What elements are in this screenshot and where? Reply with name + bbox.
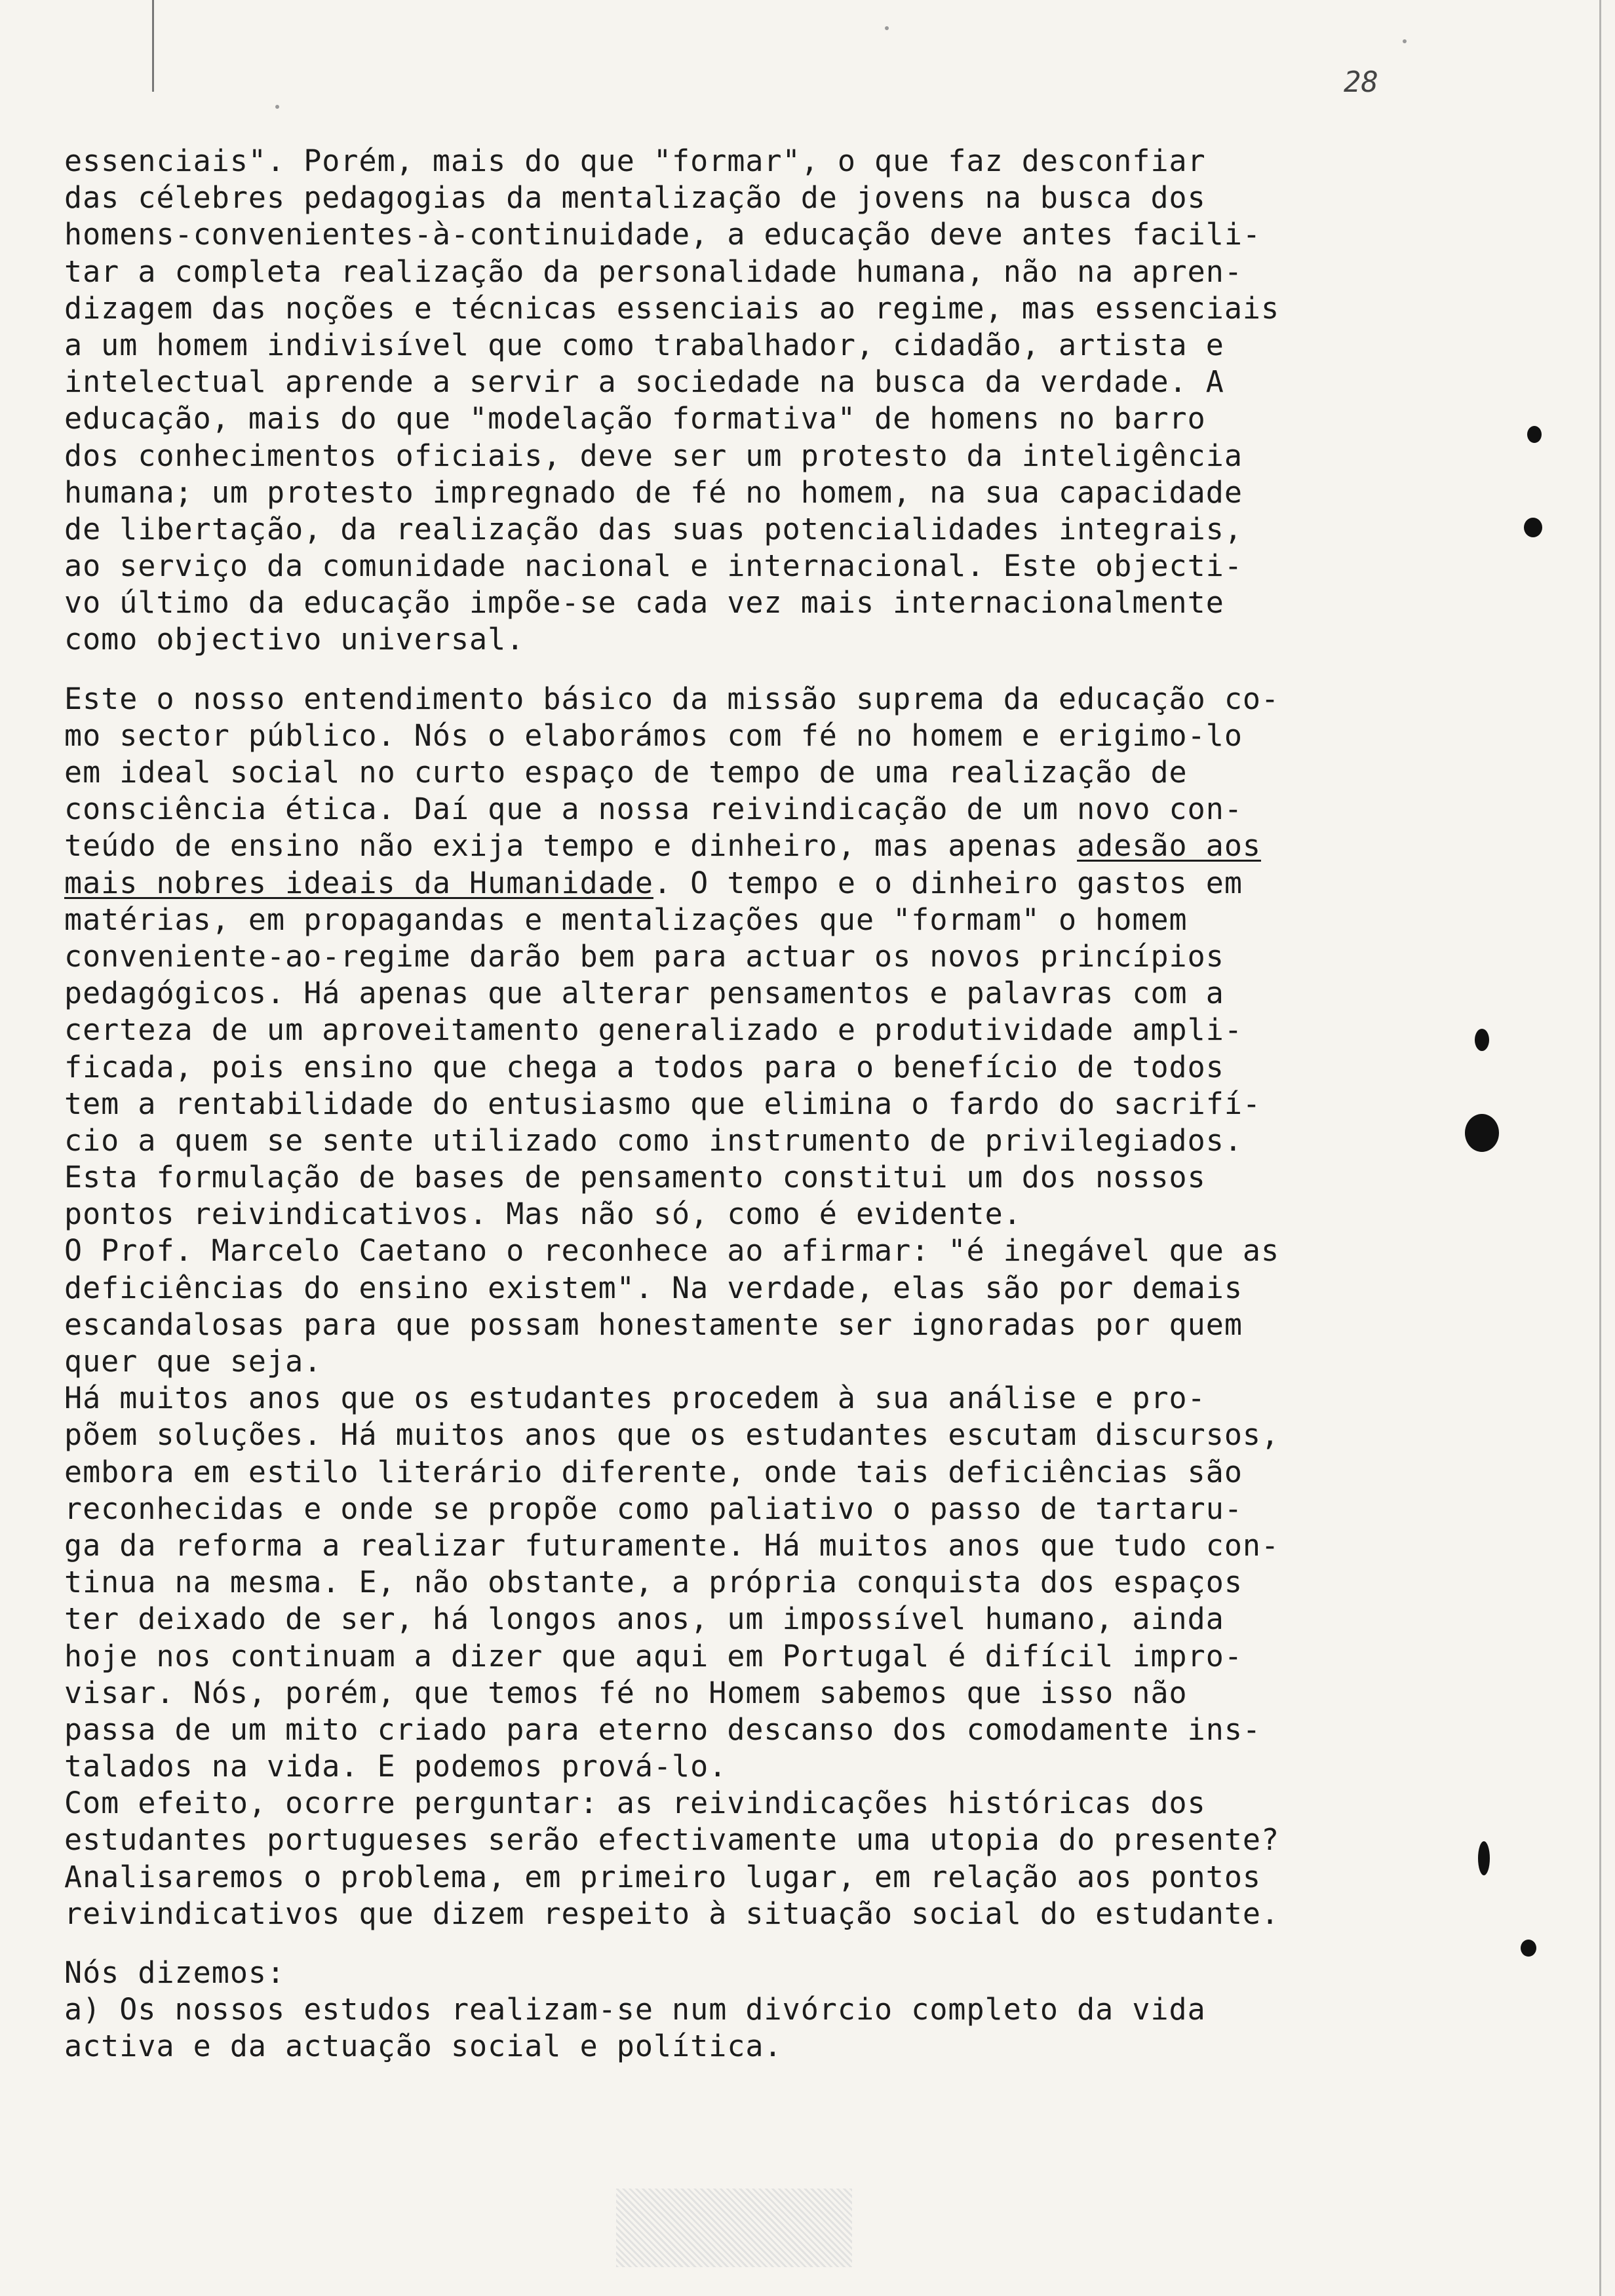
margin-dot (1527, 426, 1542, 443)
text-line: Este o nosso entendimento básico da missão suprema da educação co- (64, 681, 1280, 716)
text-line: ao serviço da comunidade nacional e internacional. Este objecti- (64, 548, 1243, 584)
text-line: visar. Nós, porém, que temos fé no Homem sabemos que isso não (64, 1675, 1188, 1710)
text-line: Nós dizemos: (64, 1955, 286, 1990)
text-line: reconhecidas e onde se propõe como paliativo o passo de tartaru- (64, 1491, 1243, 1526)
margin-dot (1475, 1029, 1489, 1051)
text-line: ga da reforma a realizar futuramente. Há muitos anos que tudo con- (64, 1527, 1280, 1563)
text-segment: teúdo de ensino não exija tempo e dinheiro, mas apenas (64, 828, 1078, 864)
text-line: reivindicativos que dizem respeito à situação social do estudante. (64, 1896, 1280, 1931)
text-line: homens-convenientes-à-continuidade, a educação deve antes facili- (64, 217, 1261, 252)
text-line: pontos reivindicativos. Mas não só, como é evidente. (64, 1196, 1022, 1232)
text-line: deficiências do ensino existem". Na verdade, elas são por demais (64, 1270, 1243, 1305)
text-line: a um homem indivisível que como trabalhador, cidadão, artista e (64, 327, 1224, 362)
speck (275, 105, 279, 109)
text-line: das célebres pedagogias da mentalização de jovens na busca dos (64, 180, 1206, 216)
text-line: talados na vida. E podemos prová-lo. (64, 1749, 728, 1784)
text-line: dizagem das noções e técnicas essenciais ao regime, mas essenciais (64, 290, 1280, 326)
right-edge-mark (1599, 0, 1601, 2296)
text-line: essenciais". Porém, mais do que "formar", o que faz desconfiar (64, 144, 1206, 178)
text-line: cio a quem se sente utilizado como instrumento de privilegiados. (64, 1122, 1243, 1158)
text-line: estudantes portugueses serão efectivamente uma utopia do presente? (64, 1822, 1280, 1858)
paragraph-gap (64, 659, 1414, 681)
faded-stamp (616, 2189, 852, 2267)
text-line: Há muitos anos que os estudantes procedem à sua análise e pro- (64, 1381, 1206, 1416)
text-line: hoje nos continuam a dizer que aqui em Portugal é difícil impro- (64, 1638, 1243, 1674)
paragraph-gap (64, 1932, 1414, 1955)
text-line: conveniente-ao-regime darão bem para actuar os novos princípios (64, 938, 1224, 974)
margin-dot (1478, 1841, 1490, 1875)
page-number: 28 (1344, 66, 1378, 99)
text-line: ter deixado de ser, há longos anos, um impossível humano, ainda (64, 1601, 1224, 1637)
text-line-underlined (64, 865, 1414, 902)
text-line: quer que seja. (64, 1344, 322, 1379)
text-line: ficada, pois ensino que chega a todos para o benefício de todos (64, 1049, 1224, 1084)
underlined-text: adesão aos (1077, 828, 1262, 864)
underlined-text: mais nobres ideais da Humanidade (64, 865, 653, 900)
text-line: de libertação, da realização das suas potencialidades integrais, (64, 511, 1243, 546)
text-line: embora em estilo literário diferente, onde tais deficiências são (64, 1454, 1243, 1489)
text-line: a) Os nossos estudos realizam-se num divórcio completo da vida (64, 1992, 1206, 2027)
margin-dot (1524, 518, 1542, 537)
text-line: humana; um protesto impregnado de fé no homem, na sua capacidade (64, 474, 1243, 510)
text-line: Analisaremos o problema, em primeiro lugar, em relação aos pontos (64, 1859, 1261, 1894)
text-line: vo último da educação impõe-se cada vez mais internacionalmente (64, 585, 1224, 621)
text-line: passa de um mito criado para eterno descanso dos comodamente ins- (64, 1712, 1261, 1747)
text-line: intelectual aprende a servir a sociedade na busca da verdade. A (64, 364, 1224, 400)
text-line: certeza de um aproveitamento generalizado e produtividade ampli- (64, 1012, 1243, 1048)
text-line: escandalosas para que possam honestamente ser ignoradas por quem (64, 1307, 1243, 1342)
speck (885, 26, 889, 30)
margin-dot (1521, 1940, 1536, 1957)
text-line: tar a completa realização da personalidade humana, não na apren- (64, 254, 1243, 289)
text-line: matérias, em propagandas e mentalizações que "formam" o homem (64, 902, 1188, 937)
text-line: dos conhecimentos oficiais, deve ser um protesto da inteligência (64, 438, 1243, 473)
text-line: activa e da actuação social e política. (64, 2029, 783, 2064)
text-line-underlined (64, 828, 1414, 864)
speck (1403, 39, 1407, 43)
text-line: O Prof. Marcelo Caetano o reconhece ao afirmar: "é inegável que as (64, 1233, 1280, 1269)
text-line: tinua na mesma. E, não obstante, a própria conquista dos espaços (64, 1565, 1243, 1600)
text-segment: . O tempo e o dinheiro gastos em (653, 865, 1243, 900)
text-line: põem soluções. Há muitos anos que os estudantes escutam discursos, (64, 1417, 1280, 1453)
text-line: tem a rentabilidade do entusiasmo que elimina o fardo do sacrifí- (64, 1086, 1261, 1121)
margin-dot (1465, 1114, 1499, 1152)
text-line: mo sector público. Nós o elaborámos com fé no homem e erigimo-lo (64, 718, 1243, 753)
left-edge-mark (152, 0, 154, 92)
document-body (64, 143, 1414, 2065)
text-line: consciência ética. Daí que a nossa reivindicação de um novo con- (64, 792, 1243, 827)
text-line: educação, mais do que "modelação formativa" de homens no barro (64, 401, 1206, 436)
text-line: como objectivo universal. (64, 622, 525, 657)
text-line: em ideal social no curto espaço de tempo de uma realização de (64, 755, 1188, 790)
text-line: Esta formulação de bases de pensamento constitui um dos nossos (64, 1160, 1206, 1195)
text-line: pedagógicos. Há apenas que alterar pensamentos e palavras com a (64, 976, 1224, 1011)
text-line: Com efeito, ocorre perguntar: as reivindicações históricas dos (64, 1786, 1206, 1821)
